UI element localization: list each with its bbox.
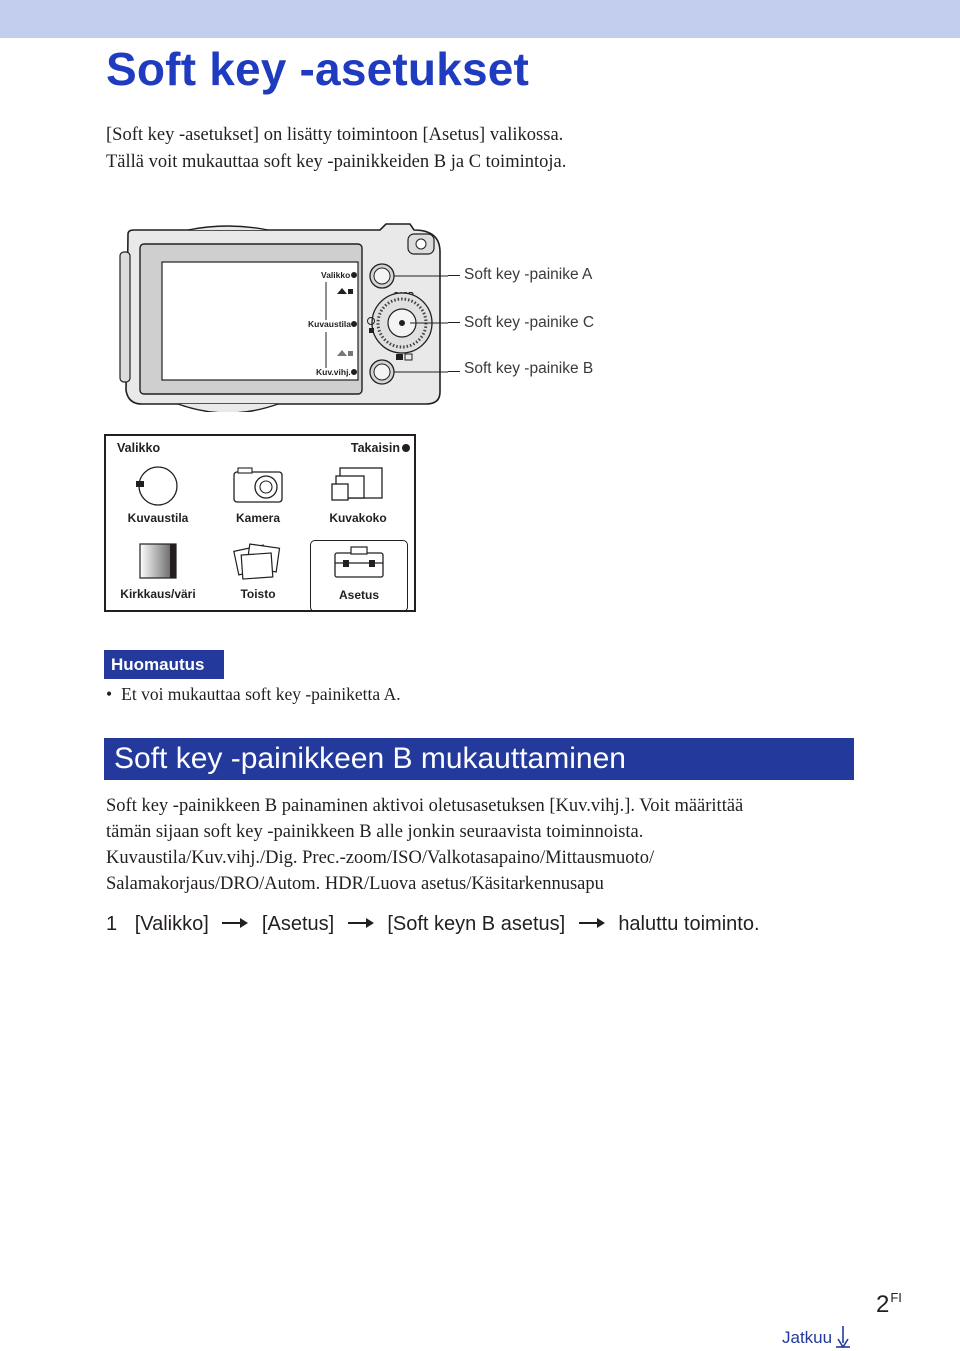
menu-header-valikko: Valikko bbox=[117, 441, 161, 455]
callout-softkey-c: Soft key -painike C bbox=[464, 314, 595, 331]
arrow-right-icon bbox=[346, 916, 376, 930]
menu-item-label: Kirkkaus/väri bbox=[120, 587, 196, 601]
body-line: Salamakorjaus/DRO/Autom. HDR/Luova asetus/Käsitarkennusapu bbox=[106, 874, 604, 894]
step-number: 1 bbox=[106, 913, 118, 935]
leader-line bbox=[448, 275, 460, 276]
note-text: Et voi mukauttaa soft key -painiketta A. bbox=[121, 684, 401, 704]
svg-text:Kuvaustila: Kuvaustila bbox=[308, 319, 351, 329]
leader-line bbox=[448, 371, 460, 372]
setup-toolbox-icon bbox=[329, 541, 389, 581]
page-number bbox=[876, 1290, 902, 1319]
body-line: tämän sijaan soft key -painikkeen B alle jonkin seuraavista toiminnoista. bbox=[106, 822, 644, 842]
intro-line: Tällä voit mukauttaa soft key -painikkeiden B ja C toimintoja. bbox=[106, 152, 567, 172]
menu-item-kuvaustila[interactable] bbox=[110, 466, 206, 536]
leader-line bbox=[448, 322, 460, 323]
step-part: [Asetus] bbox=[261, 913, 335, 935]
menu-item-label: Toisto bbox=[240, 587, 276, 601]
step-part: haluttu toiminto. bbox=[618, 913, 760, 935]
continue-label: Jatkuu bbox=[782, 1328, 833, 1347]
note-badge: Huomautus bbox=[104, 650, 224, 679]
image-size-icon bbox=[328, 466, 388, 506]
arrow-right-icon bbox=[220, 916, 250, 930]
camera-icon bbox=[228, 466, 288, 506]
note-item bbox=[106, 684, 401, 705]
section-body bbox=[106, 793, 743, 897]
page-title: Soft key -asetukset bbox=[106, 43, 530, 95]
brightness-color-icon bbox=[128, 542, 188, 582]
intro-text bbox=[106, 122, 566, 176]
menu-item-toisto[interactable] bbox=[210, 542, 306, 612]
svg-text:Kuv.vihj.: Kuv.vihj. bbox=[316, 367, 351, 377]
menu-item-label: Asetus bbox=[338, 588, 379, 602]
page-number-value: 2 bbox=[876, 1291, 890, 1318]
arrow-right-icon bbox=[577, 916, 607, 930]
menu-item-label: Kamera bbox=[235, 511, 281, 525]
menu-item-kirkkaus-vari[interactable] bbox=[110, 542, 206, 612]
arrow-down-icon bbox=[836, 1326, 850, 1348]
section-heading: Soft key -painikkeen B mukauttaminen bbox=[104, 738, 854, 780]
callout-softkey-b: Soft key -painike B bbox=[464, 360, 594, 377]
camera-back-illustration bbox=[118, 222, 448, 412]
step-part: [Soft keyn B asetus] bbox=[387, 913, 566, 935]
callout-softkey-a: Soft key -painike A bbox=[464, 266, 593, 283]
continue-link[interactable] bbox=[782, 1326, 850, 1348]
intro-line: [Soft key -asetukset] on lisätty toimintoon [Asetus] valikossa. bbox=[106, 125, 564, 145]
page-language: FI bbox=[890, 1290, 902, 1305]
menu-screen-illustration bbox=[104, 434, 416, 612]
header-band bbox=[0, 0, 960, 38]
body-line: Kuvaustila/Kuv.vihj./Dig. Prec.-zoom/ISO/Valkotasapaino/Mittausmuoto/ bbox=[106, 848, 655, 868]
body-line: Soft key -painikkeen B painaminen aktivoi oletusasetuksen [Kuv.vihj.]. Voit määrittää bbox=[106, 796, 744, 816]
menu-item-label: Kuvakoko bbox=[329, 511, 387, 525]
menu-item-asetus[interactable] bbox=[310, 540, 408, 612]
step-part: [Valikko] bbox=[134, 913, 209, 935]
menu-item-label: Kuvaustila bbox=[127, 511, 189, 525]
shooting-mode-icon bbox=[128, 466, 188, 506]
step-1 bbox=[106, 913, 760, 936]
svg-text:Valikko: Valikko bbox=[321, 270, 351, 280]
menu-header-takaisin bbox=[351, 441, 410, 455]
bullet: • bbox=[106, 684, 113, 704]
playback-icon bbox=[228, 542, 288, 582]
menu-item-kamera[interactable] bbox=[210, 466, 306, 536]
menu-header-takaisin-label: Takaisin bbox=[350, 441, 400, 455]
menu-item-kuvakoko[interactable] bbox=[310, 466, 406, 536]
softkey-dot-icon bbox=[402, 444, 410, 452]
